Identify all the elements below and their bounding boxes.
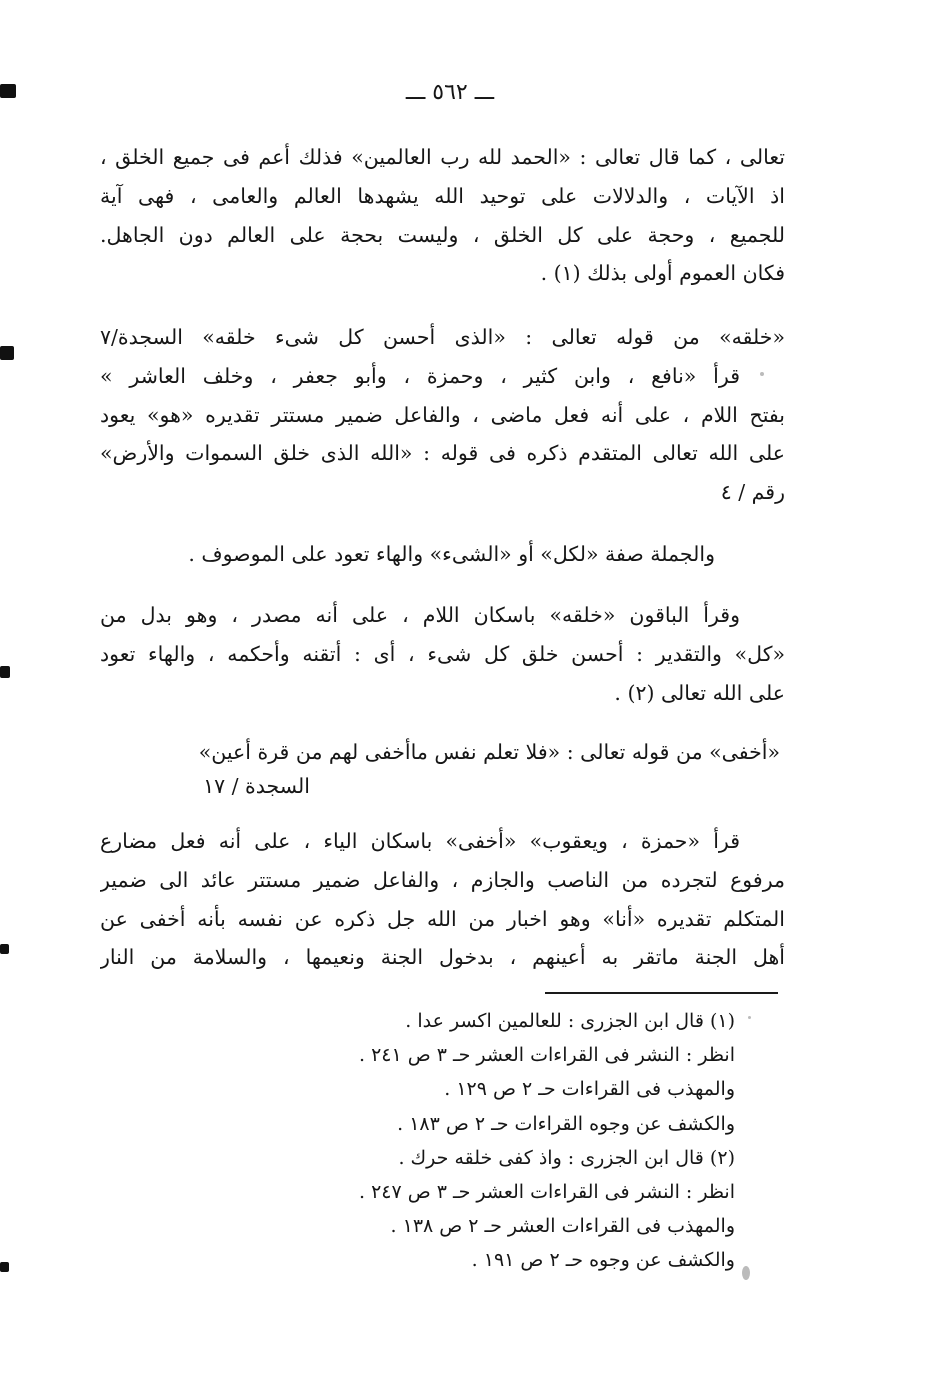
- scan-speck: [760, 372, 764, 376]
- binding-mark: [0, 1262, 9, 1272]
- text-line: قرأ «نافع ، وابن كثير ، وحمزة ، وأبو جعفر ، وخلف العاشر »: [100, 363, 740, 388]
- text-line: تعالى ، كما قال تعالى : «الحمد لله رب العالمين» فذلك أعم فى جميع الخلق ،: [100, 145, 785, 169]
- footnote-line: انظر : النشر فى القراءات العشر حـ ٣ ص ٢٤١ .: [359, 1044, 735, 1067]
- paragraph-1: [100, 138, 785, 293]
- footnotes-list: [250, 1004, 735, 1278]
- paragraph-2: [100, 318, 785, 512]
- footnote-separator: [545, 992, 778, 994]
- footnote-line: والكشف عن وجوه حـ ٢ ص ١٩١ .: [471, 1249, 735, 1272]
- paragraph-5-line-2: السجدة / ١٧: [203, 774, 310, 798]
- paragraph-6: [100, 822, 785, 977]
- text-line: رقم / ٤: [720, 480, 785, 505]
- binding-mark: [0, 944, 9, 954]
- binding-mark: [0, 346, 14, 360]
- paragraph-5-line-1: «أخفى» من قوله تعالى : «فلا تعلم نفس ماأخفى لهم من قرة أعين»: [198, 740, 780, 764]
- text-line: اذ الآيات ، والدلالات على توحيد الله يشهدها العالم والعامى ، فهى آية: [100, 183, 785, 208]
- text-line: وقرأ الباقون «خلقه» باسكان اللام ، على أنه مصدر ، وهو بدل من: [100, 603, 740, 627]
- footnote-line: (٢) قال ابن الجزرى : واذ كفى خلقه حرك .: [398, 1146, 735, 1169]
- paragraph-3: والجملة صفة «لكل» أو «الشىء» والهاء تعود على الموصوف .: [188, 542, 715, 566]
- binding-mark: [0, 666, 10, 678]
- text-line: «كل» والتقدير : أحسن خلق كل شىء ، أى : أتقنه وأحكمه ، والهاء تعود: [100, 641, 785, 666]
- scan-speck: [748, 1016, 751, 1019]
- text-line: قرأ «حمزة ، ويعقوب» «أخفى» باسكان الياء ، على أنه فعل مضارع: [100, 829, 740, 853]
- page-number: ـــ ٥٦٢ ـــ: [405, 80, 495, 105]
- text-line: على الله تعالى (٢) .: [614, 680, 785, 705]
- footnote-line: (١) قال ابن الجزرى : للعالمين اكسر عدا .: [405, 1010, 735, 1032]
- binding-mark: [0, 84, 16, 98]
- footnote-line: انظر : النشر فى القراءات العشر حـ ٣ ص ٢٤٧ .: [359, 1181, 735, 1204]
- text-line: أهل الجنة ماتقر به أعينهم ، بدخول الجنة ونعيمها ، والسلامة من النار: [100, 945, 785, 970]
- scan-speck: [742, 1266, 750, 1280]
- footnote-line: والمهذب فى القراءات العشر حـ ٢ ص ١٣٨ .: [390, 1215, 735, 1238]
- text-line: بفتح اللام ، على أنه فعل ماضى ، والفاعل ضمير مستتر تقديره «هو» يعود: [100, 402, 785, 427]
- footnote-line: والكشف عن وجوه القراءات حـ ٢ ص ١٨٣ .: [397, 1112, 735, 1135]
- text-line: للجميع ، وحجة على كل الخلق ، وليست بحجة على العالم دون الجاهل.: [100, 222, 785, 247]
- text-line: «خلقه» من قوله تعالى : «الذى أحسن كل شىء خلقه» السجدة/٧: [100, 325, 785, 349]
- text-line: المتكلم تقديره «أنا» وهو اخبار من الله جل ذكره عن نفسه بأنه أخفى عن: [100, 906, 785, 931]
- footnote-line: والمهذب فى القراءات حـ ٢ ص ١٢٩ .: [444, 1078, 735, 1101]
- paragraph-4: [100, 596, 785, 712]
- text-line: فكان العموم أولى بذلك (١) .: [540, 261, 785, 286]
- text-line: مرفوع لتجرده من الناصب والجازم ، والفاعل ضمير مستتر عائد الى ضمير: [100, 867, 785, 892]
- text-line: على الله تعالى المتقدم ذكره فى قوله : «الله الذى خلق السموات والأرض»: [100, 441, 785, 466]
